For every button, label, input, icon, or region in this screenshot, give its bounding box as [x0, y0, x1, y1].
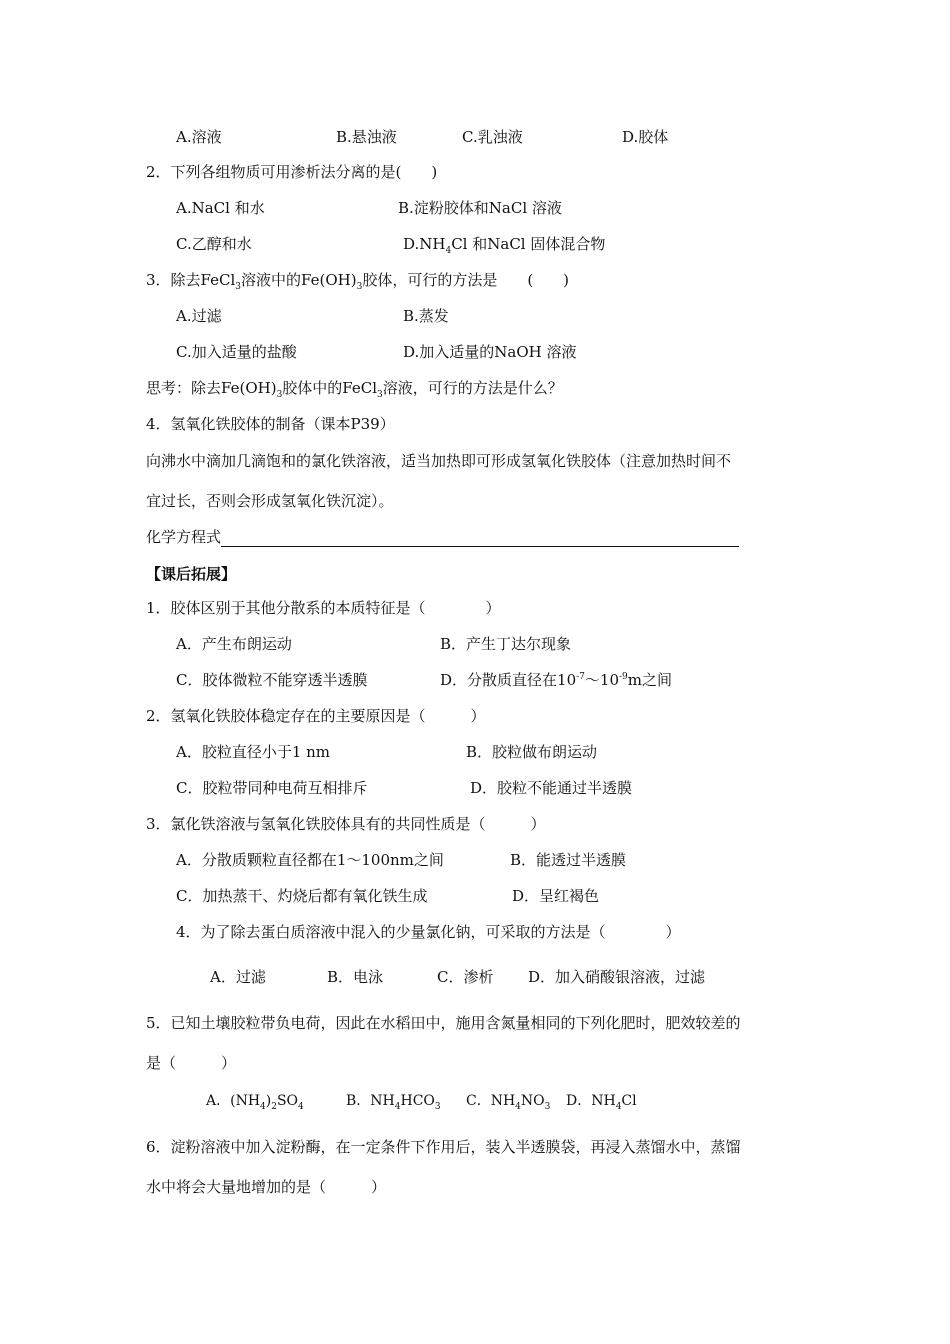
e2-option-b: B．胶粒做布朗运动 — [466, 743, 598, 761]
e1-option-b: B．产生丁达尔现象 — [440, 635, 572, 653]
e5-option-c: C．$NH_4NO_3$ — [466, 1093, 551, 1112]
q2-stem: 2．下列各组物质可用渗析法分离的是( ) — [146, 163, 438, 181]
equation-blank — [221, 530, 739, 547]
e1-option-c: C．胶体微粒不能穿透半透膜 — [176, 671, 368, 689]
q2-option-a: A.NaCl 和水 — [176, 199, 265, 217]
q2-option-d: $D.NH_4Cl$ 和NaCl 固体混合物 — [403, 235, 606, 256]
q3-option-a: A.过滤 — [176, 307, 222, 325]
e5-stem-line1: 5．已知土壤胶粒带负电荷，因此在水稻田中，施用含氮量相同的下列化肥时，肥效较差的 — [146, 1014, 741, 1032]
q2-option-b: B.淀粉胶体和NaCl 溶液 — [398, 199, 562, 217]
e4-stem: 4．为了除去蛋白质溶液中混入的少量氯化钠，可采取的方法是（ ） — [176, 923, 681, 941]
q3-option-d: D.加入适量的NaOH 溶液 — [403, 343, 577, 361]
e3-option-a: A．分散质颗粒直径都在1～100nm之间 — [176, 851, 444, 869]
e4-option-c: C．渗析 — [437, 968, 494, 986]
think-question: 思考：除去$Fe(OH)_3$胶体中的FeCl$_3$溶液，可行的方法是什么？ — [146, 379, 563, 400]
e4-option-b: B．电泳 — [327, 968, 384, 986]
q4-body-line1: 向沸水中滴加几滴饱和的氯化铁溶液，适当加热即可形成氢氧化铁胶体（注意加热时间不 — [146, 452, 732, 470]
e4-option-a: A．过滤 — [210, 968, 266, 986]
e6-stem-line2: 水中将会大量地增加的是（ ） — [146, 1178, 387, 1196]
e6-stem-line1: 6．淀粉溶液中加入淀粉酶，在一定条件下作用后，装入半透膜袋，再浸入蒸馏水中，蒸馏 — [146, 1138, 741, 1156]
e5-stem-line2: 是（ ） — [146, 1054, 237, 1072]
e2-stem: 2．氢氧化铁胶体稳定存在的主要原因是（ ） — [146, 707, 486, 725]
e2-option-c: C．胶粒带同种电荷互相排斥 — [176, 779, 368, 797]
q4-body-line2: 宜过长，否则会形成氢氧化铁沉淀）。 — [146, 492, 394, 510]
e5-option-b: B．$NH_4HCO_3$ — [346, 1093, 441, 1112]
q3-option-c: C.加入适量的盐酸 — [176, 343, 297, 361]
e2-option-d: D．胶粒不能通过半透膜 — [470, 779, 633, 797]
q3-stem: 3．除去FeCl$_3$溶液中的$Fe(OH)_3$胶体，可行的方法是 ( ) — [146, 271, 570, 292]
q3-option-b: B.蒸发 — [403, 307, 449, 325]
q1-option-d: D.胶体 — [622, 128, 669, 146]
e3-option-c: C．加热蒸干、灼烧后都有氧化铁生成 — [176, 887, 428, 905]
section-title: 【课后拓展】 — [146, 565, 237, 583]
q1-option-a: A.溶液 — [176, 128, 222, 146]
q1-option-c: C.乳浊液 — [462, 128, 523, 146]
e3-stem: 3．氯化铁溶液与氢氧化铁胶体具有的共同性质是（ ） — [146, 815, 546, 833]
e5-option-a: A．$(NH_4)_2SO_4$ — [206, 1093, 304, 1112]
chemical-equation-line: 化学方程式 — [146, 527, 739, 547]
e1-option-d: D．分散质直径在$10^{-7}\sim 10^{-9}m$之间 — [440, 671, 673, 689]
e1-option-a: A．产生布朗运动 — [176, 635, 292, 653]
q2-option-c: C.乙醇和水 — [176, 235, 252, 253]
e4-option-d: D．加入硝酸银溶液，过滤 — [528, 968, 706, 986]
e3-option-d: D．呈红褐色 — [512, 887, 600, 905]
q4-stem: 4．氢氧化铁胶体的制备（课本P39） — [146, 415, 395, 433]
e5-option-d: D．$NH_4Cl$ — [566, 1093, 637, 1112]
q1-option-b: B.悬浊液 — [336, 128, 397, 146]
e1-stem: 1．胶体区别于其他分散系的本质特征是（ ） — [146, 599, 501, 617]
e3-option-b: B．能透过半透膜 — [510, 851, 627, 869]
e2-option-a: A．胶粒直径小于1 nm — [176, 743, 331, 761]
